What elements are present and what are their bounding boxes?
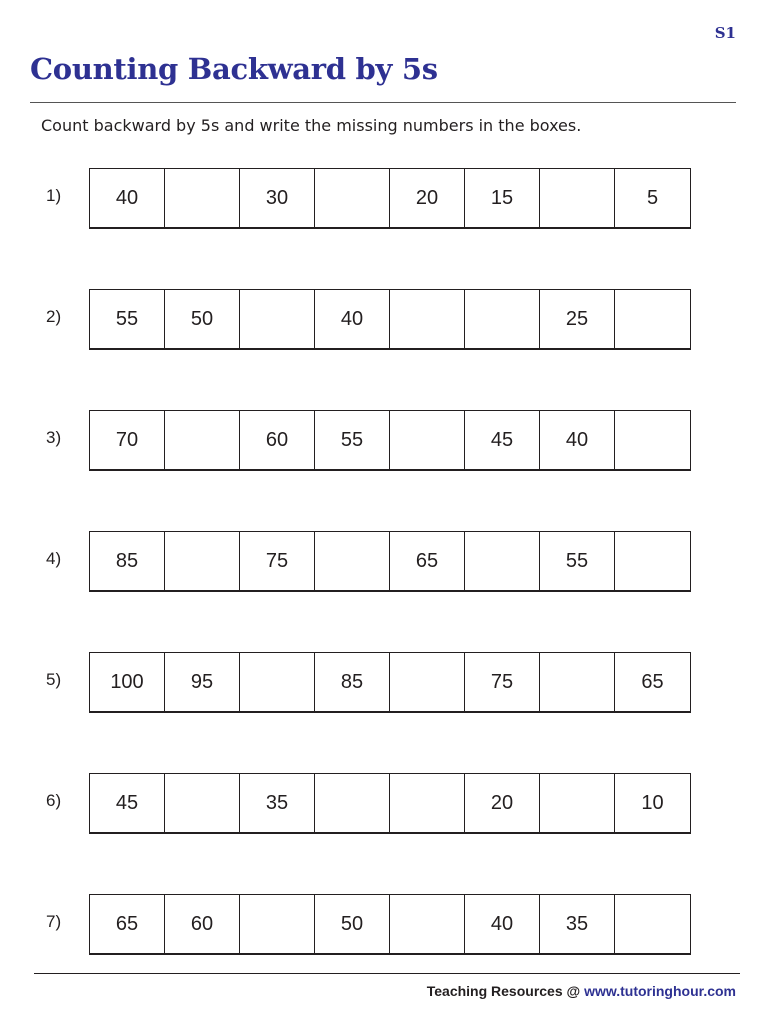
title-divider	[30, 102, 736, 103]
answer-box[interactable]	[390, 411, 465, 469]
number-box: 20	[390, 169, 465, 227]
answer-box[interactable]	[165, 169, 240, 227]
number-box: 45	[90, 774, 165, 832]
number-box-row	[89, 410, 691, 471]
number-box: 50	[315, 895, 390, 953]
number-box: 65	[90, 895, 165, 953]
number-box: 40	[465, 895, 540, 953]
answer-box[interactable]	[315, 774, 390, 832]
answer-box[interactable]	[465, 290, 540, 348]
number-box: 30	[240, 169, 315, 227]
number-box: 40	[315, 290, 390, 348]
number-box: 100	[90, 653, 165, 711]
number-box: 10	[641, 791, 664, 814]
number-box: 75	[240, 532, 315, 590]
answer-box[interactable]	[615, 532, 690, 590]
answer-box[interactable]	[390, 653, 465, 711]
answer-box[interactable]	[165, 411, 240, 469]
answer-box[interactable]	[165, 532, 240, 590]
footer	[427, 983, 736, 999]
footer-url-link[interactable]: www.tutoringhour.com	[584, 983, 736, 999]
number-box: 25	[540, 290, 615, 348]
problem-row	[0, 410, 768, 470]
number-box: 65	[641, 670, 664, 693]
number-box: 55	[540, 532, 615, 590]
number-box-row	[89, 289, 691, 350]
problem-row	[0, 652, 768, 712]
problem-row	[0, 289, 768, 349]
worksheet-title: Counting Backward by 5s	[30, 52, 438, 86]
number-box-row	[89, 168, 691, 229]
answer-box[interactable]	[240, 653, 315, 711]
number-box: 75	[465, 653, 540, 711]
number-box: 60	[165, 895, 240, 953]
number-box: 15	[465, 169, 540, 227]
number-box: 55	[315, 411, 390, 469]
answer-box[interactable]	[615, 411, 690, 469]
number-box: 85	[315, 653, 390, 711]
number-box-row	[89, 894, 691, 955]
number-box: 45	[465, 411, 540, 469]
answer-box[interactable]	[240, 895, 315, 953]
number-box: 50	[165, 290, 240, 348]
number-box: 85	[90, 532, 165, 590]
problem-number: 6)	[46, 791, 62, 810]
problem-number: 7)	[46, 912, 62, 931]
answer-box[interactable]	[315, 169, 390, 227]
answer-box[interactable]	[540, 774, 615, 832]
problem-row	[0, 168, 768, 228]
number-box: 95	[165, 653, 240, 711]
number-box: 35	[240, 774, 315, 832]
problem-number: 5)	[46, 670, 62, 689]
number-box: 70	[90, 411, 165, 469]
answer-box[interactable]	[615, 895, 690, 953]
answer-box[interactable]	[240, 290, 315, 348]
page-code: S1	[714, 24, 736, 42]
answer-box[interactable]	[165, 774, 240, 832]
answer-box[interactable]	[390, 895, 465, 953]
number-box: 55	[90, 290, 165, 348]
footer-divider	[34, 973, 740, 974]
answer-box[interactable]	[540, 653, 615, 711]
number-box: 40	[540, 411, 615, 469]
number-box: 20	[465, 774, 540, 832]
problem-number: 4)	[46, 549, 62, 568]
number-box-row	[89, 652, 691, 713]
number-box: 5	[646, 186, 659, 209]
problem-number: 2)	[46, 307, 62, 326]
problem-number: 1)	[46, 186, 62, 205]
instructions: Count backward by 5s and write the missing numbers in the boxes.	[41, 116, 582, 135]
number-box: 65	[390, 532, 465, 590]
answer-box[interactable]	[390, 774, 465, 832]
number-box: 40	[90, 169, 165, 227]
answer-box[interactable]	[465, 532, 540, 590]
problem-row	[0, 773, 768, 833]
number-box-row	[89, 531, 691, 592]
answer-box[interactable]	[315, 532, 390, 590]
problem-row	[0, 531, 768, 591]
problem-number: 3)	[46, 428, 62, 447]
number-box: 35	[540, 895, 615, 953]
answer-box[interactable]	[615, 290, 690, 348]
number-box: 60	[240, 411, 315, 469]
answer-box[interactable]	[390, 290, 465, 348]
answer-box[interactable]	[540, 169, 615, 227]
number-box-row	[89, 773, 691, 834]
footer-label: Teaching Resources @	[426, 983, 585, 999]
problem-row	[0, 894, 768, 954]
